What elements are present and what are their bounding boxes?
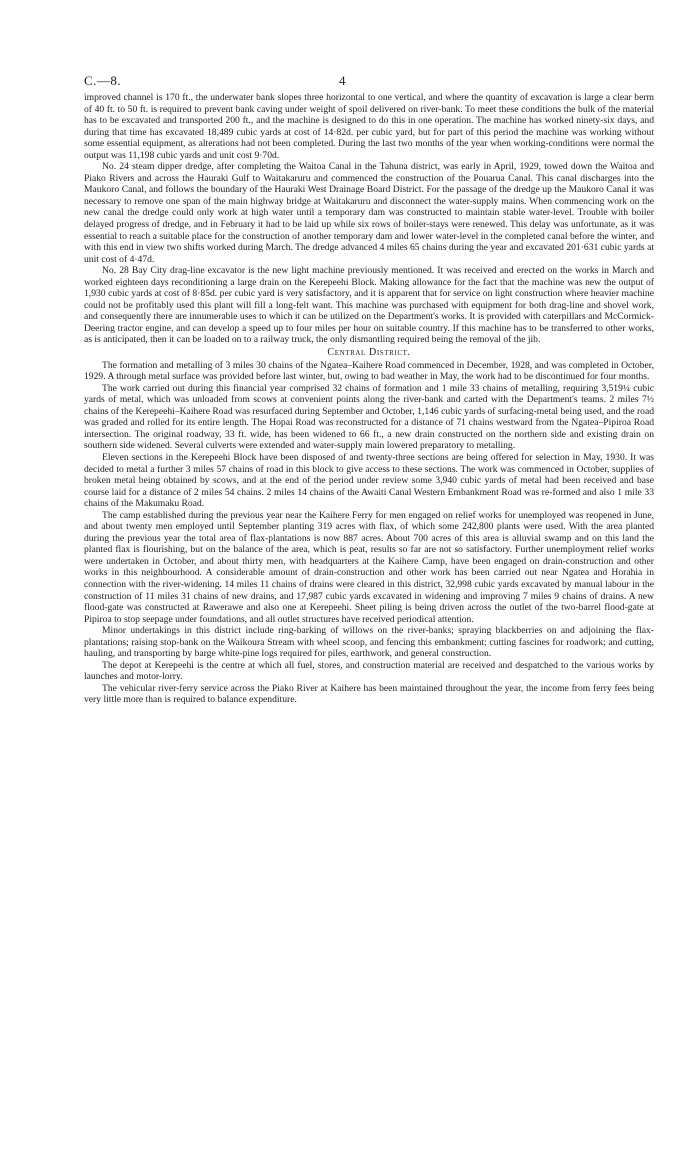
- paragraph-minor-undertakings: Minor undertakings in this district include ring-barking of willows on the river-banks; spraying blackberries on and adjoining the flax-plantations; raising stop-bank on the Waikoura Stream with wheel scoop, and fencing this embankment; cutting fascines for roadwork; and cutting, hauling, and transporting by barge white-pine logs required for piles, earthwork, and general construction.: [84, 625, 654, 660]
- paragraph-financial-year-work: The work carried out during this financial year comprised 32 chains of formation and 1 mile 33 chains of metalling, requiring 3,519¼ cubic yards of metal, which was unloaded from scows at convenient points along the river-bank and carted with the Department's teams. 2 miles 7½ chains of the Kerepeehi–Kaihere Road was resurfaced during September and October, 1,146 cubic yards of surfacing-metal being used, and the road was graded and rolled for its entire length. The Hopai Road was reconstructed for a distance of 71 chains westward from the Ngatea–Pipiroa Road intersection. The original roadway, 33 ft. wide, has been widened to 66 ft., a new drain constructed on the northern side and existing drain on southern side widened. Several culverts were extended and water-supply main lowered preparatory to metalling.: [84, 382, 654, 452]
- document-body: [84, 92, 654, 706]
- paragraph-depot: The depot at Kerepeehi is the centre at which all fuel, stores, and construction material are received and despatched to the various works by launches and motor-lorry.: [84, 659, 654, 683]
- section-heading-central-district: Central District.: [327, 347, 411, 359]
- paragraph-ngatea-kaihere-road: The formation and metalling of 3 miles 30 chains of the Ngatea–Kaihere Road commenced in December, 1928, and was completed in October, 1929. A through metal surface was provided before last winter, but, owing to bad weather in May, the work had to be discontinued for four months.: [84, 359, 654, 383]
- paragraph-continued: improved channel is 170 ft., the underwater bank slopes three horizontal to one vertical, and where the quantity of excavation is large a clear berm of 40 ft. to 50 ft. is required to prevent bank caving under weight of spoil delivered on river-bank. To meet these conditions the bulk of the material has to be excavated and transported 200 ft., and the machine is designed to do this in one operation. The machine has worked ninety-six days, and during that time has excavated 18,489 cubic yards at cost of 14·82d. per cubic yard, but for part of this period the machine was working without some essential equipment, as alterations had not been completed. During the last two months of the year when working-conditions were normal the output was 11,198 cubic yards and unit cost 9·70d.: [84, 92, 654, 161]
- paragraph-kerepeehi-sections: Eleven sections in the Kerepeehi Block have been disposed of and twenty-three sections are being offered for selection in May, 1930. It was decided to metal a further 3 miles 57 chains of road in this block to give access to these sections. The work was commenced in October, supplies of broken metal being obtained by scows, and at the end of the period under review some 3,940 cubic yards of metal had been received and base course laid for a distance of 2 miles 54 chains. 2 miles 14 chains of the Awaiti Canal Western Embankment Road was re-formed and also 1 mile 33 chains of the Makumaku Road.: [84, 451, 654, 510]
- document-reference: C.—8.: [84, 73, 122, 88]
- paragraph-relief-works: The camp established during the previous year near the Kaihere Ferry for men engaged on relief works for unemployed was reopened in June, and about twenty men employed until September planting 319 acres with flax, of which some 242,800 plants were used. With the area planted during the previous year the total area of flax-plantations is now 887 acres. About 700 acres of this area is alluvial swamp and on this land the planted flax is flourishing, but on the balance of the area, which is peat, results so far are not so satisfactory. Further unemployment relief works were undertaken in October, and about thirty men, with headquarters at the Kaihere Camp, have been engaged on drain-construction and other works in this neighbourhood. A considerable amount of drain-construction and other work has been carried out near Ngatea and Horahia in connection with the river-widening. 14 miles 11 chains of drains were cleared in this district, 32,998 cubic yards excavated by manual labour in the construction of 11 miles 31 chains of new drains, and 17,987 cubic yards excavated in widening and improving 7 miles 9 chains of drains. A new flood-gate was constructed at Rawerawe and also one at Kerepeehi. Sheet piling is being driven across the outlet of the two-barrel flood-gate at Pipiroa to stop seepage under foundations, and all outlet structures have received periodical attention.: [84, 509, 654, 625]
- page-number: 4: [339, 73, 346, 88]
- paragraph-drag-line-excavator: No. 28 Bay City drag-line excavator is the new light machine previously mentioned. It was received and erected on the works in March and worked eighteen days reconditioning a large drain on the Kerepeehi Block. Making allowance for the fact that the machine was new the output of 1,930 cubic yards at cost of 8·85d. per cubic yard is very satisfactory, and it is apparent that for service on light construction where heavier machine could not be profitably used this plant will fill a long-felt want. This machine was purchased with equipment for both drag-line and shovel work, and consequently there are innumerable uses to which it can be utilized on the Department's works. It is provided with caterpillars and McCormick-Deering tractor engine, and can develop a speed up to four miles per hour on suitable country. If this machine has to be transferred to other works, as is anticipated, then it can be loaded on to a railway truck, the only dismantling required being the removal of the jib.: [84, 265, 654, 346]
- paragraph-dipper-dredge: No. 24 steam dipper dredge, after completing the Waitoa Canal in the Tahuna district, was early in April, 1929, towed down the Waitoa and Piako Rivers and across the Hauraki Gulf to Waitakaruru and commenced the construction of the Pouarua Canal. This canal discharges into the Maukoro Canal, and follows the boundary of the Hauraki West Drainage Board District. For the passage of the dredge up the Maukoro Canal it was necessary to remove one span of the main highway bridge at Waitakaruru and disconnect the water-supply mains. When commencing work on the new canal the dredge could only work at high water until a temporary dam was constructed to maintain stable water-level. Trouble with boiler delayed progress of dredge, and in February it had to be laid up while six rows of boiler-stays were renewed. This delay was unfortunate, as it was essential to reach a suitable place for the construction of another temporary dam and lower water-level in the completed canal before the winter, and with this end in view two shifts worked during March. The dredge advanced 4 miles 65 chains during the year and excavated 201·631 cubic yards at unit cost of 4·47d.: [84, 161, 654, 265]
- paragraph-ferry-service: The vehicular river-ferry service across the Piako River at Kaihere has been maintained throughout the year, the income from ferry fees being very little more than is required to balance expenditure.: [84, 682, 654, 706]
